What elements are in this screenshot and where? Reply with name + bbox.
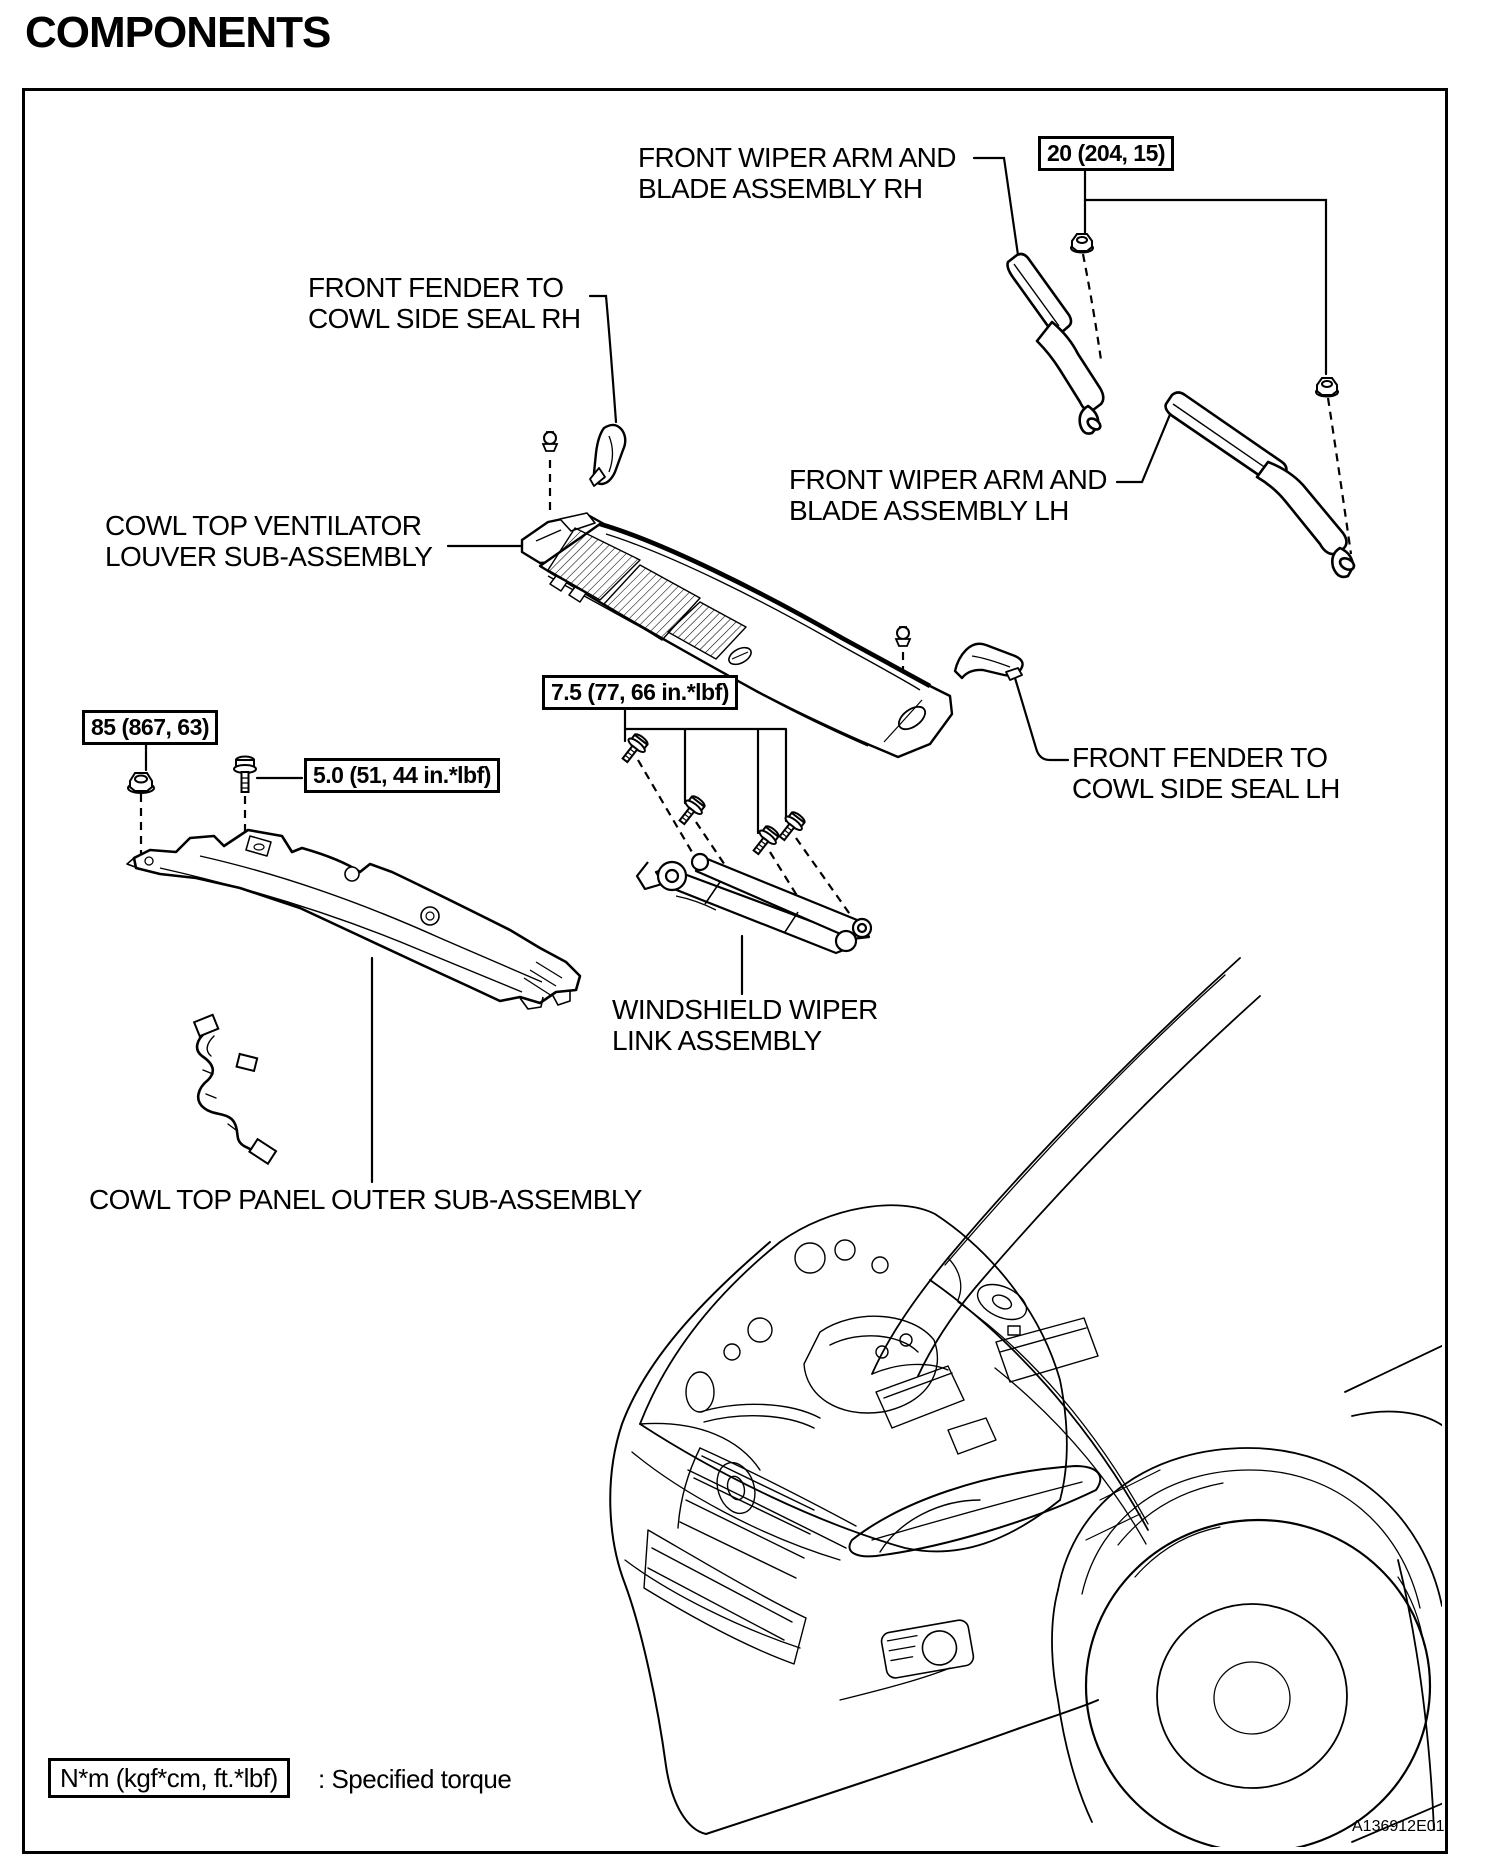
wiper-arm-nut-lh-drawing [1316, 378, 1338, 397]
front-wiper-arm-rh-drawing [1008, 254, 1104, 434]
car-bay-left [640, 1242, 780, 1424]
panel-bolt-drawing [234, 757, 256, 793]
car-left-silhouette [610, 1242, 770, 1834]
label-front-fender-lh-line2: COWL SIDE SEAL LH [1072, 773, 1340, 804]
label-cowl-panel [89, 1184, 642, 1215]
car-tire [1086, 1520, 1430, 1852]
label-front-wiper-rh-line2: BLADE ASSEMBLY RH [638, 173, 923, 204]
dash-nut-rh [1083, 254, 1101, 360]
car-mirror-lines [1345, 1344, 1446, 1428]
label-front-fender-rh-line1: FRONT FENDER TO [308, 272, 564, 303]
label-front-wiper-lh-line1: FRONT WIPER ARM AND [789, 464, 1107, 495]
car-hub [1214, 1662, 1290, 1734]
car-front-drawing [610, 958, 1446, 1852]
car-fender-skirt [1052, 1590, 1092, 1822]
car-grille [644, 1448, 856, 1664]
legend-description: : Specified torque [318, 1764, 512, 1794]
link-screw-2-drawing [674, 793, 708, 828]
louver-clip-left-drawing [543, 432, 557, 451]
panel-nut-drawing [128, 773, 154, 793]
label-cowl-ventilator-line1: COWL TOP VENTILATOR [105, 510, 422, 541]
link-screw-1-drawing [617, 731, 651, 766]
label-front-fender-rh [308, 272, 580, 334]
front-wiper-arm-lh-drawing [1166, 393, 1356, 577]
label-wiper-link [612, 994, 878, 1056]
car-engine-bay-parts [640, 1240, 1098, 1552]
seal-bracket-rh-drawing [590, 425, 625, 486]
cowl-louver-drawing [522, 513, 952, 757]
wiper-link-drawing [637, 854, 871, 953]
leader-torque-20 [1085, 171, 1326, 374]
cowl-panel-drawing [127, 830, 580, 1009]
leader-fender-lh [1012, 668, 1068, 760]
link-screw-3-drawing [748, 823, 782, 858]
torque-spec-wiper-arm: 20 (204, 15) [1038, 136, 1174, 171]
legend-unit-box: N*m (kgf*cm, ft.*lbf) [48, 1758, 290, 1798]
figure-code: A136912E01 [1352, 1818, 1445, 1835]
leader-wiper-rh [974, 158, 1019, 262]
label-wiper-link-line1: WINDSHIELD WIPER [612, 994, 878, 1025]
leader-torque-75 [625, 710, 786, 833]
page-title: COMPONENTS [25, 8, 331, 57]
car-apillar-lower [918, 996, 1260, 1376]
car-wheel-arch-inner [1082, 1470, 1420, 1608]
leader-fender-rh [590, 296, 616, 422]
car-bumper-bottom [706, 1700, 1098, 1834]
label-wiper-link-line2: LINK ASSEMBLY [612, 1025, 822, 1056]
label-front-fender-lh-line1: FRONT FENDER TO [1072, 742, 1328, 773]
label-front-wiper-rh [638, 142, 956, 204]
label-front-fender-lh [1072, 742, 1340, 804]
link-screw-4-drawing [774, 809, 808, 844]
car-rim [1157, 1604, 1347, 1788]
leader-wiper-lh [1117, 412, 1171, 482]
torque-spec-panel-nut: 85 (867, 63) [82, 710, 218, 745]
wiper-arm-nut-rh-drawing [1071, 234, 1093, 253]
torque-spec-panel-bolt: 5.0 (51, 44 in.*lbf) [304, 758, 500, 793]
louver-clip-right-drawing [896, 627, 910, 646]
seal-bracket-lh-drawing [955, 644, 1023, 680]
label-front-wiper-lh [789, 464, 1107, 526]
car-apillar-inner [945, 975, 1225, 1265]
label-front-fender-rh-line2: COWL SIDE SEAL RH [308, 303, 581, 334]
label-front-wiper-lh-line2: BLADE ASSEMBLY LH [789, 495, 1069, 526]
torque-spec-link-screw: 7.5 (77, 66 in.*lbf) [542, 675, 738, 710]
label-cowl-panel-line1: COWL TOP PANEL OUTER SUB-ASSEMBLY [89, 1184, 642, 1215]
harness-drawing [194, 1015, 276, 1164]
car-door-edge [1398, 1560, 1434, 1830]
label-front-wiper-rh-line1: FRONT WIPER ARM AND [638, 142, 956, 173]
car-fog-light [880, 1619, 975, 1680]
label-cowl-ventilator [105, 510, 432, 572]
car-apillar-outer [872, 958, 1240, 1374]
label-cowl-ventilator-line2: LOUVER SUB-ASSEMBLY [105, 541, 433, 572]
car-tire-shading [1118, 1483, 1424, 1645]
